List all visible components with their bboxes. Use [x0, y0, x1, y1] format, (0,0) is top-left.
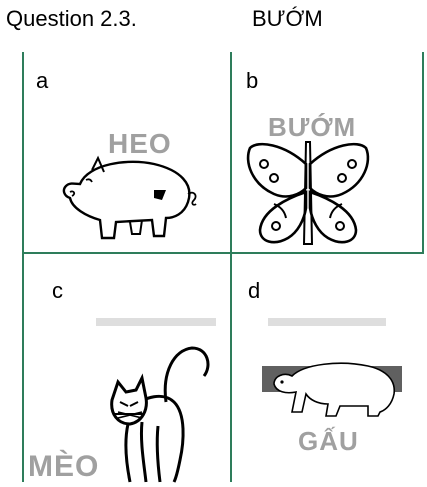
caption-heo: HEO — [108, 128, 172, 159]
option-letter-d: d — [248, 278, 261, 303]
polar-bear-icon — [270, 354, 398, 418]
caption-gau: GẤU — [298, 426, 359, 456]
option-letter-c: c — [52, 278, 63, 303]
option-letter-a: a — [36, 68, 49, 93]
target-word: BƯỚM — [252, 6, 323, 31]
option-cell-b[interactable] — [232, 52, 422, 252]
option-cell-c[interactable] — [24, 254, 230, 482]
faded-text-fragment — [96, 318, 216, 326]
option-cell-a[interactable] — [24, 52, 230, 252]
caption-buom: BƯỚM — [268, 112, 357, 142]
caption-meo: MÈO — [28, 450, 100, 483]
answer-grid — [22, 52, 426, 482]
cat-icon — [104, 342, 214, 482]
question-number: Question 2.3. — [6, 6, 137, 31]
butterfly-icon — [244, 134, 374, 250]
faded-text-fragment — [268, 318, 386, 326]
option-cell-d[interactable] — [232, 254, 422, 482]
grid-line-right — [422, 52, 424, 252]
option-letter-b: b — [246, 68, 259, 93]
pig-icon — [58, 150, 198, 242]
